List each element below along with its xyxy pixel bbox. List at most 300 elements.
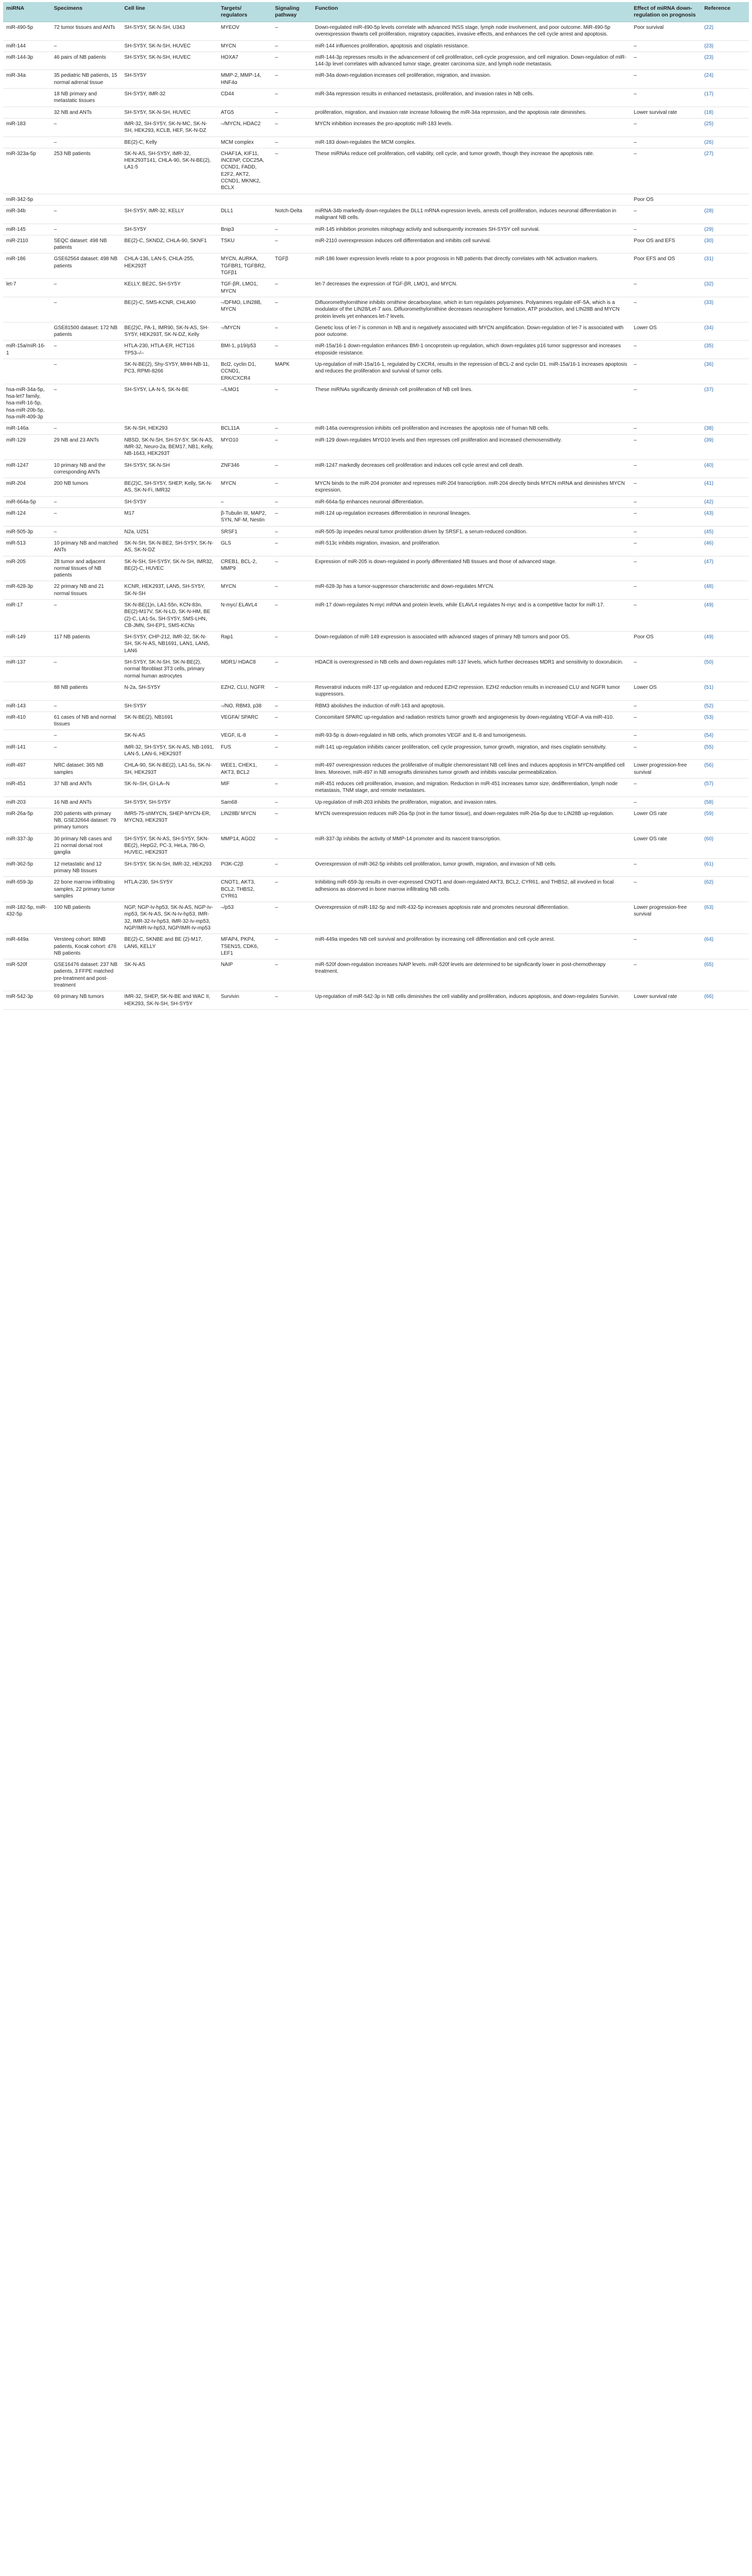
cell-mirna: miR-342-5p xyxy=(3,194,51,205)
table-row xyxy=(3,858,749,877)
cell-signaling-pathway: – xyxy=(272,833,312,858)
cell-function: miR-186 lower expression levels relate to a poor prognosis in NB patients that directly correlates with NK activation markers. xyxy=(312,253,631,279)
cell-function: miR-449a impedes NB cell survival and proliferation by increasing cell differentiation and cell cycle arrest. xyxy=(312,934,631,959)
cell-reference[interactable]: (57) xyxy=(701,778,749,796)
cell-function: miR-129 down-regulates MYO10 levels and then represses cell proliferation and increased chemosensitivity. xyxy=(312,434,631,460)
header-cell-line: Cell line xyxy=(121,2,217,22)
cell-reference[interactable]: (22) xyxy=(701,22,749,41)
cell-mirna: miR-26a-5p xyxy=(3,808,51,833)
cell-function: miR-664a-5p enhances neuronal differentiation. xyxy=(312,496,631,507)
cell-signaling-pathway: TGFβ xyxy=(272,253,312,279)
cell-reference[interactable]: (52) xyxy=(701,700,749,711)
cell-reference[interactable]: (37) xyxy=(701,384,749,422)
cell-specimens: 35 pediatric NB patients, 15 normal adrenal tissue xyxy=(51,70,122,89)
cell-function: miR-124 up-regulation increases differentiation in neuronal lineages. xyxy=(312,508,631,527)
cell-specimens: NRC dataset: 365 NB samples xyxy=(51,760,122,778)
cell-reference[interactable]: (41) xyxy=(701,478,749,497)
cell-prognosis-effect: – xyxy=(631,205,702,224)
cell-targets: –/DFMO, LIN28B, MYCN xyxy=(218,297,272,322)
cell-signaling-pathway: – xyxy=(272,877,312,902)
table-row xyxy=(3,460,749,478)
cell-targets: β-Tubulin III, MAP2, SYN, NF-M, Nestin xyxy=(218,508,272,527)
cell-function: miR-34a repression results in enhanced metastasis, proliferation, and invasion rates in NB cells. xyxy=(312,89,631,107)
cell-signaling-pathway: – xyxy=(272,902,312,934)
cell-mirna: miR-124 xyxy=(3,508,51,527)
cell-prognosis-effect: – xyxy=(631,40,702,52)
cell-specimens: Versteeg cohort: 88NB patients, Kocak cohort: 476 NB patients xyxy=(51,934,122,959)
cell-prognosis-effect: – xyxy=(631,741,702,760)
cell-signaling-pathway: – xyxy=(272,537,312,556)
cell-reference[interactable]: (49) xyxy=(701,600,749,632)
cell-prognosis-effect: Lower OS rate xyxy=(631,808,702,833)
cell-specimens: – xyxy=(51,297,122,322)
cell-signaling-pathway: – xyxy=(272,137,312,148)
cell-mirna: miR-664a-5p xyxy=(3,496,51,507)
table-row xyxy=(3,991,749,1010)
cell-mirna: miR-15a/miR-16-1 xyxy=(3,341,51,359)
cell-specimens xyxy=(51,194,122,205)
cell-reference[interactable]: (30) xyxy=(701,235,749,253)
table-row xyxy=(3,70,749,89)
cell-cell-line: KELLY, BE2C, SH-SY5Y xyxy=(121,279,217,297)
cell-cell-line: SK-N-AS xyxy=(121,730,217,741)
cell-specimens: 10 primary NB and the corresponding ANTs xyxy=(51,460,122,478)
table-row xyxy=(3,778,749,796)
cell-reference[interactable]: (28) xyxy=(701,205,749,224)
cell-mirna: miR-1247 xyxy=(3,460,51,478)
cell-reference[interactable]: (58) xyxy=(701,796,749,808)
cell-mirna: miR-137 xyxy=(3,657,51,682)
cell-targets: CD44 xyxy=(218,89,272,107)
cell-function: miR-628-3p has a tumor-suppressor characteristic and down-regulates MYCN. xyxy=(312,581,631,600)
cell-mirna: miR-145 xyxy=(3,224,51,235)
table-row xyxy=(3,808,749,833)
table-row xyxy=(3,632,749,657)
cell-prognosis-effect: Lower OS xyxy=(631,682,702,700)
cell-signaling-pathway: – xyxy=(272,508,312,527)
cell-targets: LIN28B/ MYCN xyxy=(218,808,272,833)
cell-prognosis-effect: Poor survival xyxy=(631,22,702,41)
cell-specimens: – xyxy=(51,526,122,537)
cell-specimens: 22 bone marrow infiltrating samples, 22 primary tumor samples xyxy=(51,877,122,902)
cell-function: Up-regulation of miR-15a/16-1, regulated by CXCR4, results in the repression of BCL-2 and cyclin D1. miR-15a/16-1 increases apoptosis and reduces the proliferation and survival of tumor cells. xyxy=(312,359,631,384)
table-row xyxy=(3,537,749,556)
cell-function: Down-regulation of miR-149 expression is associated with advanced stages of primary NB tumors and poor OS. xyxy=(312,632,631,657)
cell-targets: BCL11A xyxy=(218,423,272,434)
cell-targets: Bnip3 xyxy=(218,224,272,235)
cell-mirna: miR-497 xyxy=(3,760,51,778)
header-specimens: Specimens xyxy=(51,2,122,22)
cell-targets: NAIP xyxy=(218,959,272,991)
cell-cell-line: SH-SY5Y xyxy=(121,496,217,507)
table-row xyxy=(3,478,749,497)
cell-prognosis-effect: Lower survival rate xyxy=(631,991,702,1010)
cell-function: Overexpression of miR-362-5p inhibits cell proliferation, tumor growth, migration, and invasion of NB cells. xyxy=(312,858,631,877)
table-row xyxy=(3,224,749,235)
table-row xyxy=(3,760,749,778)
cell-signaling-pathway: – xyxy=(272,700,312,711)
cell-specimens: 46 pairs of NB patients xyxy=(51,52,122,70)
cell-specimens: 72 tumor tissues and ANTs xyxy=(51,22,122,41)
cell-function xyxy=(312,194,631,205)
cell-prognosis-effect: Lower survival rate xyxy=(631,107,702,118)
cell-function: miR-451 reduces cell proliferation, invasion, and migration. Reduction in miR-451 increases tumor size, dedifferentiation, lymph node metastasis, TNM stage, and remote metastases. xyxy=(312,778,631,796)
cell-mirna: miR-323a-5p xyxy=(3,148,51,194)
cell-signaling-pathway: – xyxy=(272,526,312,537)
cell-cell-line: SK-N-AS xyxy=(121,959,217,991)
cell-specimens: GSE62564 dataset: 498 NB patients xyxy=(51,253,122,279)
cell-cell-line: SH-SY5Y, SK-N-AS, SH-SY5Y, SKN-BE(2), HepG2, PC-3, HeLa, 786-O, HUVEC, HEK293T xyxy=(121,833,217,858)
cell-targets: ZNF346 xyxy=(218,460,272,478)
cell-prognosis-effect: – xyxy=(631,89,702,107)
cell-prognosis-effect: – xyxy=(631,508,702,527)
cell-reference[interactable]: (42) xyxy=(701,496,749,507)
table-row xyxy=(3,600,749,632)
cell-function: miRNA-34b markedly down-regulates the DLL1 mRNA expression levels, arrests cell proliferation, induces neuronal differentiation in malignant NB cells. xyxy=(312,205,631,224)
cell-reference[interactable]: (27) xyxy=(701,148,749,194)
mirna-table xyxy=(3,2,749,1010)
cell-function: Expression of miR-205 is down-regulated in poorly differentiated NB tissues and those of advanced stage. xyxy=(312,556,631,581)
cell-prognosis-effect: – xyxy=(631,700,702,711)
cell-prognosis-effect: – xyxy=(631,934,702,959)
cell-signaling-pathway: – xyxy=(272,760,312,778)
cell-cell-line: SK-N-BE(2), NB1691 xyxy=(121,711,217,730)
cell-specimens: GSE81500 dataset: 172 NB patients xyxy=(51,322,122,341)
cell-specimens: 69 primary NB tumors xyxy=(51,991,122,1010)
cell-targets: EZH2, CLU, NGFR xyxy=(218,682,272,700)
cell-reference[interactable]: (26) xyxy=(701,137,749,148)
cell-cell-line: SK-N-SH, HEK293 xyxy=(121,423,217,434)
cell-reference[interactable]: (24) xyxy=(701,70,749,89)
cell-specimens: 61 cases of NB and normal tissues xyxy=(51,711,122,730)
cell-cell-line: IMR-32, SH-SY5Y, SK-N-AS, NB-1691, LAN-5, LAN-6, HEK293T xyxy=(121,741,217,760)
cell-reference[interactable]: (51) xyxy=(701,682,749,700)
table-row xyxy=(3,581,749,600)
cell-mirna: miR-410 xyxy=(3,711,51,730)
cell-reference[interactable]: (63) xyxy=(701,902,749,934)
cell-specimens: 29 NB and 23 ANTs xyxy=(51,434,122,460)
cell-cell-line: BE(2)C, PA-1, IMR90, SK-N-AS, SH-SY5Y, HEK293T, SK-N-DZ, Kelly xyxy=(121,322,217,341)
cell-cell-line: BE(2)-C, Kelly xyxy=(121,137,217,148)
cell-reference[interactable]: (61) xyxy=(701,858,749,877)
cell-reference[interactable]: (66) xyxy=(701,991,749,1010)
cell-prognosis-effect: – xyxy=(631,778,702,796)
cell-reference[interactable]: (17) xyxy=(701,89,749,107)
cell-function: miR-505-3p impedes neural tumor proliferation driven by SRSF1, a serum-reduced condition. xyxy=(312,526,631,537)
cell-prognosis-effect: – xyxy=(631,70,702,89)
cell-reference[interactable]: (64) xyxy=(701,934,749,959)
cell-cell-line: CHLA-136, LAN-5, CHLA-255, HEK293T xyxy=(121,253,217,279)
cell-signaling-pathway: – xyxy=(272,959,312,991)
table-row xyxy=(3,40,749,52)
cell-signaling-pathway: – xyxy=(272,460,312,478)
cell-cell-line: SH-SY5Y, IMR-32 xyxy=(121,89,217,107)
cell-specimens: – xyxy=(51,730,122,741)
cell-mirna: miR-520f xyxy=(3,959,51,991)
cell-targets: CNOT1, AKT3, BCL2, THBS2, CYR61 xyxy=(218,877,272,902)
cell-signaling-pathway: – xyxy=(272,991,312,1010)
cell-reference[interactable]: (45) xyxy=(701,526,749,537)
cell-reference[interactable]: (36) xyxy=(701,359,749,384)
cell-mirna: miR-146a xyxy=(3,423,51,434)
cell-function: miR-520f down-regulation increases NAIP levels. miR-520f levels are determined to be significantly lower in post-chemotherapy treatment. xyxy=(312,959,631,991)
cell-specimens: 117 NB patients xyxy=(51,632,122,657)
cell-specimens: – xyxy=(51,384,122,422)
cell-reference[interactable]: (47) xyxy=(701,556,749,581)
cell-targets: MYO10 xyxy=(218,434,272,460)
table-row xyxy=(3,833,749,858)
cell-mirna: miR-451 xyxy=(3,778,51,796)
cell-reference[interactable]: (25) xyxy=(701,118,749,137)
cell-reference[interactable]: (39) xyxy=(701,434,749,460)
cell-targets: MFAP4, PKP4, TSEN15, CDK6, LEF1 xyxy=(218,934,272,959)
cell-cell-line: N2a, U251 xyxy=(121,526,217,537)
cell-cell-line: BE(2)-C, SKNDZ, CHLA-90, SKNF1 xyxy=(121,235,217,253)
cell-reference[interactable]: (55) xyxy=(701,741,749,760)
table-row xyxy=(3,423,749,434)
cell-cell-line: SK-N-SH, SH-SY5Y, SK-N-SH, IMR32, BE(2)-C, HUVEC xyxy=(121,556,217,581)
cell-function: MYCN inhibition increases the pro-apoptotic miR-183 levels. xyxy=(312,118,631,137)
cell-prognosis-effect: – xyxy=(631,877,702,902)
cell-function: miR-2110 overexpression induces cell differentiation and inhibits cell survival. xyxy=(312,235,631,253)
cell-mirna: miR-182-5p, miR-432-5p xyxy=(3,902,51,934)
cell-prognosis-effect: – xyxy=(631,118,702,137)
cell-reference[interactable]: (34) xyxy=(701,322,749,341)
cell-reference[interactable]: (43) xyxy=(701,508,749,527)
cell-function: Up-regulation of miR-203 inhibits the proliferation, migration, and invasion rates. xyxy=(312,796,631,808)
cell-targets: SRSF1 xyxy=(218,526,272,537)
cell-signaling-pathway: – xyxy=(272,600,312,632)
cell-cell-line: SH-SY5Y xyxy=(121,700,217,711)
table-row xyxy=(3,657,749,682)
cell-mirna xyxy=(3,89,51,107)
cell-prognosis-effect: – xyxy=(631,137,702,148)
cell-mirna xyxy=(3,322,51,341)
cell-mirna: miR-205 xyxy=(3,556,51,581)
cell-targets: MYEOV xyxy=(218,22,272,41)
cell-mirna: miR-149 xyxy=(3,632,51,657)
cell-function: miR-183 down-regulates the MCM complex. xyxy=(312,137,631,148)
cell-reference[interactable]: (59) xyxy=(701,808,749,833)
cell-function: miR-1247 markedly decreases cell proliferation and induces cell cycle arrest and cell death. xyxy=(312,460,631,478)
cell-function: Inhibiting miR-659-3p results in over-expressed CNOT1 and down-regulated AKT3, BCL2, CYR61, and THBS2, all involved in focal adhesions as observed in bone marrow infiltrating NB cells. xyxy=(312,877,631,902)
table-row xyxy=(3,341,749,359)
cell-targets: MMP-2, MMP-14, HNF4α xyxy=(218,70,272,89)
cell-function: Resveratrol induces miR-137 up-regulation and reduced EZH2 repression. EZH2 reduction results in increased CLU and NGFR tumor suppressors. xyxy=(312,682,631,700)
cell-reference[interactable]: (48) xyxy=(701,581,749,600)
cell-prognosis-effect: – xyxy=(631,478,702,497)
cell-cell-line: SH-SY5Y, SK-N-SH, HUVEC xyxy=(121,40,217,52)
cell-mirna: miR-17 xyxy=(3,600,51,632)
header-reference: Reference xyxy=(701,2,749,22)
table-row xyxy=(3,253,749,279)
cell-function: RBM3 abolishes the induction of miR-143 and apoptosis. xyxy=(312,700,631,711)
table-row xyxy=(3,359,749,384)
cell-specimens: – xyxy=(51,224,122,235)
cell-prognosis-effect: Poor OS xyxy=(631,632,702,657)
cell-function: miR-146a overexpression inhibits cell proliferation and increases the apoptosis rate of human NB cells. xyxy=(312,423,631,434)
table-row xyxy=(3,279,749,297)
table-row xyxy=(3,52,749,70)
cell-prognosis-effect: Poor EFS and OS xyxy=(631,253,702,279)
cell-mirna: miR-337-3p xyxy=(3,833,51,858)
cell-function: These miRNAs significantly diminish cell proliferation of NB cell lines. xyxy=(312,384,631,422)
cell-mirna: miR-505-3p xyxy=(3,526,51,537)
cell-targets xyxy=(218,194,272,205)
table-row xyxy=(3,796,749,808)
cell-specimens: – xyxy=(51,118,122,137)
cell-specimens: 28 tumor and adjacent normal tissues of NB patients xyxy=(51,556,122,581)
cell-specimens: – xyxy=(51,279,122,297)
cell-prognosis-effect: – xyxy=(631,460,702,478)
cell-targets: TGF-βR, LMO1, MYCN xyxy=(218,279,272,297)
table-row xyxy=(3,118,749,137)
cell-mirna xyxy=(3,107,51,118)
cell-reference[interactable]: (40) xyxy=(701,460,749,478)
cell-function: MYCN overexpression reduces miR-26a-5p (not in the tumor tissue), and down-regulates miR-26a-5p due to LIN28B up-regulation. xyxy=(312,808,631,833)
cell-targets: VEGFA/ SPARC xyxy=(218,711,272,730)
cell-specimens: GSE16476 dataset: 237 NB patients, 3 FFPE matched pre-treatment and post-treatment xyxy=(51,959,122,991)
cell-mirna: miR-204 xyxy=(3,478,51,497)
cell-targets: MYCN, AURKA, TGFBR1, TGFBR2, TGFβ1 xyxy=(218,253,272,279)
cell-reference[interactable]: (65) xyxy=(701,959,749,991)
cell-cell-line: IMR5-75-shMYCN, SHEP-MYCN-ER, MYCN3, HEK293T xyxy=(121,808,217,833)
cell-reference[interactable]: (60) xyxy=(701,833,749,858)
cell-reference[interactable]: (54) xyxy=(701,730,749,741)
header-mirna: miRNA xyxy=(3,2,51,22)
cell-reference[interactable]: (62) xyxy=(701,877,749,902)
table-row xyxy=(3,741,749,760)
table-row xyxy=(3,682,749,700)
cell-targets: CREB1, BCL-2, MMP9 xyxy=(218,556,272,581)
cell-cell-line: HTLA-230, SH-SY5Y xyxy=(121,877,217,902)
cell-reference[interactable]: (50) xyxy=(701,657,749,682)
cell-cell-line: SH-SY5Y, SK-N-SH, HUVEC xyxy=(121,52,217,70)
cell-signaling-pathway: Notch-Delta xyxy=(272,205,312,224)
cell-cell-line: M17 xyxy=(121,508,217,527)
table-row xyxy=(3,297,749,322)
cell-cell-line: SH-SY5Y, IMR-32, KELLY xyxy=(121,205,217,224)
cell-reference[interactable]: (46) xyxy=(701,537,749,556)
cell-prognosis-effect: Poor OS and EFS xyxy=(631,235,702,253)
cell-reference[interactable]: (18) xyxy=(701,107,749,118)
cell-reference[interactable]: (49) xyxy=(701,632,749,657)
cell-cell-line: KCNR, HEK293T, LAN5, SH-SY5Y, SK-N-SH xyxy=(121,581,217,600)
cell-cell-line: NBSD, SK-N-SH, SH-SY-5Y, SK-N-AS, IMR-32, Neuro-2a, BEM17, NB1, Kelly, NB-1643, HEK293T xyxy=(121,434,217,460)
cell-signaling-pathway: – xyxy=(272,478,312,497)
cell-reference[interactable]: (56) xyxy=(701,760,749,778)
cell-cell-line: SH-SY5Y, SK-N-SH, U343 xyxy=(121,22,217,41)
cell-reference[interactable]: (32) xyxy=(701,279,749,297)
cell-specimens: – xyxy=(51,700,122,711)
cell-function: miR-17 down-regulates N-myc mRNA and protein levels, while ELAVL4 regulates N-myc and is a competitive factor for miR-17. xyxy=(312,600,631,632)
cell-specimens: 100 NB patients xyxy=(51,902,122,934)
cell-reference[interactable]: (23) xyxy=(701,40,749,52)
cell-prognosis-effect: – xyxy=(631,730,702,741)
cell-specimens: 22 primary NB and 21 normal tissues xyxy=(51,581,122,600)
table-row xyxy=(3,194,749,205)
header-targets: Targets/ regulators xyxy=(218,2,272,22)
cell-targets: MYCN xyxy=(218,581,272,600)
cell-targets: MYCN xyxy=(218,40,272,52)
cell-targets: Sam68 xyxy=(218,796,272,808)
cell-prognosis-effect: – xyxy=(631,224,702,235)
cell-prognosis-effect: – xyxy=(631,959,702,991)
cell-cell-line: BE(2)-C, SKNBE and BE (2)-M17, LAN6, KELLY xyxy=(121,934,217,959)
cell-signaling-pathway: – xyxy=(272,858,312,877)
cell-mirna: miR-490-5p xyxy=(3,22,51,41)
header-prognosis-effect: Effect of miRNA down-regulation on prognosis xyxy=(631,2,702,22)
table-row xyxy=(3,107,749,118)
cell-function: MYCN binds to the miR-204 promoter and represses miR-204 transcription. miR-204 directly binds MYCN mRNA and diminishes MYCN expression. xyxy=(312,478,631,497)
cell-reference[interactable] xyxy=(701,194,749,205)
cell-mirna xyxy=(3,682,51,700)
cell-signaling-pathway: – xyxy=(272,297,312,322)
cell-reference[interactable]: (31) xyxy=(701,253,749,279)
cell-mirna: miR-34b xyxy=(3,205,51,224)
cell-specimens: – xyxy=(51,423,122,434)
cell-mirna: miR-2110 xyxy=(3,235,51,253)
cell-function: Concomitant SPARC up-regulation and radiation restricts tumor growth and angiogenesis by down-regulating VEGF-A via miR-410. xyxy=(312,711,631,730)
cell-reference[interactable]: (38) xyxy=(701,423,749,434)
cell-signaling-pathway: – xyxy=(272,934,312,959)
table-row xyxy=(3,934,749,959)
cell-cell-line xyxy=(121,194,217,205)
cell-mirna: miR-362-5p xyxy=(3,858,51,877)
cell-targets: MIF xyxy=(218,778,272,796)
cell-function: Genetic loss of let-7 is common in NB and is negatively associated with MYCN amplification. Down-regulation of let-7 is associated with poor outcome. xyxy=(312,322,631,341)
cell-reference[interactable]: (35) xyxy=(701,341,749,359)
table-row xyxy=(3,22,749,41)
cell-specimens: SEQC dataset: 498 NB patients xyxy=(51,235,122,253)
cell-cell-line: CHLA-90, SK-N-BE(2), LA1-5s, SK-N-SH, HEK293T xyxy=(121,760,217,778)
cell-specimens: – xyxy=(51,508,122,527)
cell-cell-line: BE(2)C, SH-SY5Y, SHEP, Kelly, SK-N-AS, SK-N-Fi, IMR32 xyxy=(121,478,217,497)
cell-specimens: – xyxy=(51,137,122,148)
cell-targets: – xyxy=(218,496,272,507)
cell-mirna: miR-513 xyxy=(3,537,51,556)
cell-function: miR-141 up-regulation inhibits cancer proliferation, cell cycle progression, tumor growth, migration, and rises cisplatin sensitivity. xyxy=(312,741,631,760)
cell-signaling-pathway: – xyxy=(272,796,312,808)
cell-targets: PI3K-C2β xyxy=(218,858,272,877)
cell-cell-line: SK-N-BE(1)n, LA1-55n, KCN-83n, BE(2)-M17V, SK-N-LD, SK-N-HM, BE (2)-C, LA1-5s, SH-SY5Y, SMS-LHN, CB-JMN, SH-EP1, SMS-KCNs xyxy=(121,600,217,632)
cell-prognosis-effect: – xyxy=(631,537,702,556)
table-row xyxy=(3,137,749,148)
cell-signaling-pathway: – xyxy=(272,384,312,422)
cell-targets: TSKU xyxy=(218,235,272,253)
cell-mirna: miR-141 xyxy=(3,741,51,760)
cell-cell-line: SK-N–SH, GI-LA–N xyxy=(121,778,217,796)
cell-reference[interactable]: (53) xyxy=(701,711,749,730)
header-signaling-pathway: Signaling pathway xyxy=(272,2,312,22)
cell-function: These miRNAs reduce cell proliferation, cell viability, cell cycle, and tumor growth, though they increase the apoptosis rate. xyxy=(312,148,631,194)
table-row xyxy=(3,556,749,581)
cell-reference[interactable]: (33) xyxy=(701,297,749,322)
cell-prognosis-effect: – xyxy=(631,52,702,70)
cell-specimens: – xyxy=(51,40,122,52)
cell-reference[interactable]: (23) xyxy=(701,52,749,70)
header-function: Function xyxy=(312,2,631,22)
table-row xyxy=(3,148,749,194)
cell-function: Up-regulation of miR-542-3p in NB cells diminishes the cell viability and proliferation, induces apoptosis, and down-regulates Survivin. xyxy=(312,991,631,1010)
cell-cell-line: SH-SY5Y xyxy=(121,224,217,235)
cell-specimens: – xyxy=(51,359,122,384)
table-row xyxy=(3,384,749,422)
cell-function: Down-regulated miR-490-5p levels correlate with advanced INSS stage, lymph node involvement, and poor outcome. MiR-490-5p overexpression thwarts cell proliferation, migratory capacities, invasive effects, and enhances the cell cycle arrest and apoptosis. xyxy=(312,22,631,41)
cell-reference[interactable]: (29) xyxy=(701,224,749,235)
cell-signaling-pathway: – xyxy=(272,730,312,741)
cell-cell-line: SK-N-AS, SH-SY5Y, IMR-32, HEK293T141, CHLA-90, SK-N-BE(2), LA1-5 xyxy=(121,148,217,194)
